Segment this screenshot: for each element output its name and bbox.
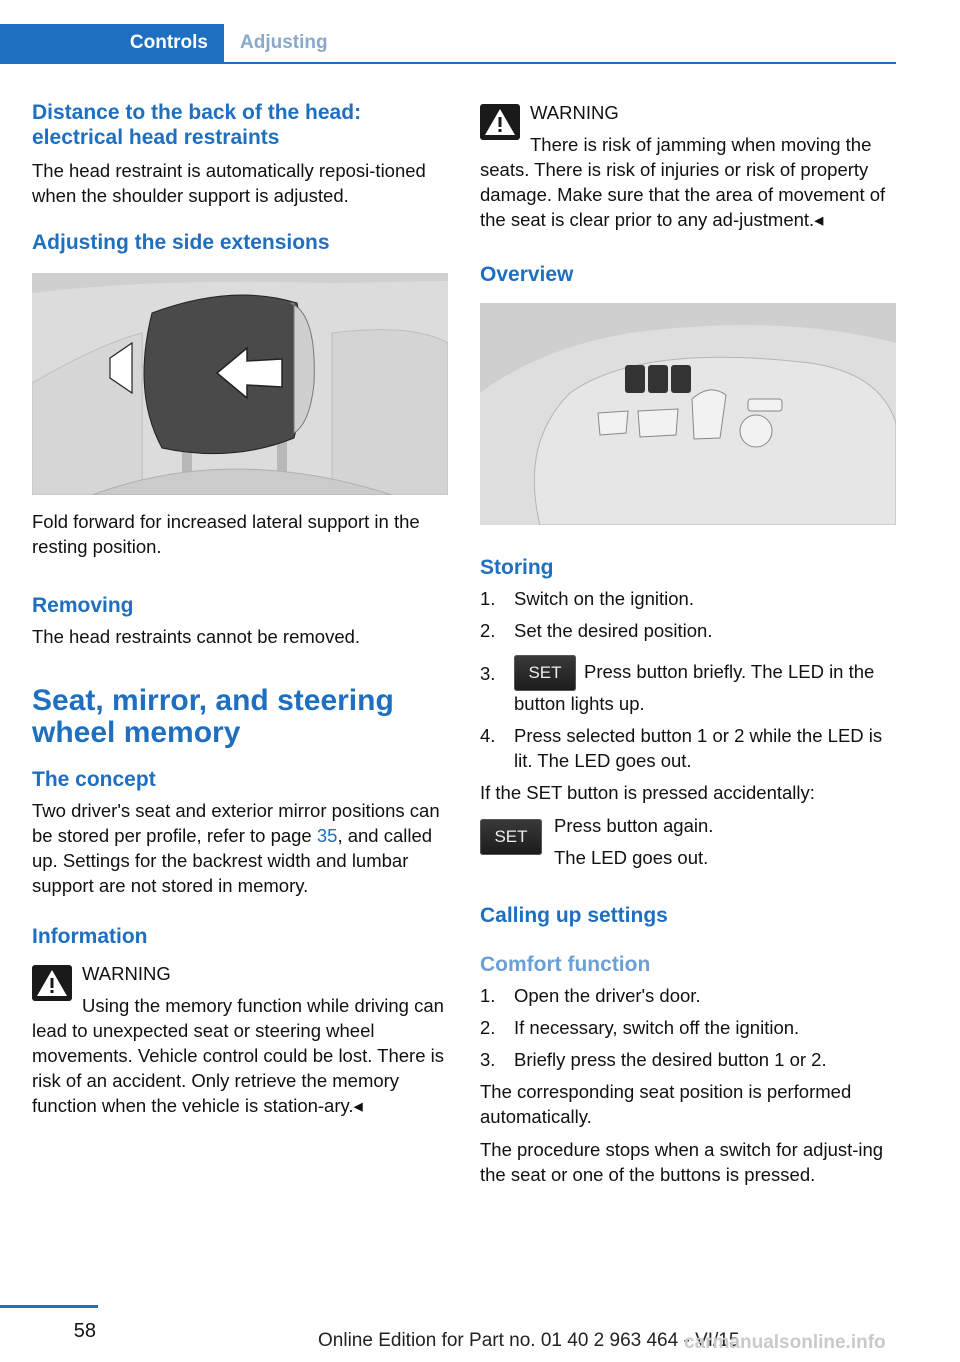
text-procedure: The procedure stops when a switch for adjust-ing the seat or one of the buttons is pressed. — [480, 1139, 884, 1185]
head-restraint-figure — [32, 273, 448, 495]
text-concept-a: Two driver's seat and exterior mirror positions can be stored per profile, refer to page — [32, 800, 440, 846]
footer-rule — [0, 1305, 98, 1308]
text-removing: The head restraints cannot be removed. — [32, 626, 361, 647]
heading-calling-up: Calling up settings — [480, 904, 668, 927]
text-concept-b: , and called up. Settings for the backrest width and lumbar support are not stored in memory. — [32, 825, 433, 896]
text-distance: The head restraint is automatically reposi-tioned when the shoulder support is adjusted. — [32, 160, 426, 206]
heading-side-extensions: Adjusting the side extensions — [32, 231, 330, 254]
warning-text: There is risk of jamming when moving the seats. There is risk of injuries or risk of property damage. Make sure that the area of movement of the seat is clear prior to any ad-justment.◂ — [480, 134, 886, 230]
warning-icon — [32, 965, 72, 1001]
page-number: 58 — [73, 1320, 96, 1342]
list-item: 2. Set the desired position. — [480, 620, 713, 641]
warning-text: Using the memory function while driving can lead to unexpected seat or steering wheel movements. Vehicle control could be lost. There is risk of an accident. Only retrieve the memory function when the vehicle is station-ary.◂ — [32, 995, 445, 1116]
warning-title: WARNING — [82, 963, 171, 984]
heading-storing: Storing — [480, 556, 554, 579]
list-item: 3. Briefly press the desired button 1 or 2. — [480, 1049, 827, 1070]
list-item: 4. Press selected button 1 or 2 while the LED is lit. The LED goes out. — [480, 725, 883, 771]
heading-overview: Overview — [480, 263, 574, 286]
heading-information: Information — [32, 925, 148, 948]
edition-text: Online Edition for Part no. 01 40 2 963 464 - VI/15 — [318, 1330, 740, 1351]
left-column — [32, 100, 448, 1118]
list-item: 1. Switch on the ignition. — [480, 588, 694, 609]
heading-distance: Distance to the back of the head: electrical head restraints — [32, 101, 362, 149]
comfort-steps — [480, 983, 896, 1072]
warning-title: WARNING — [530, 102, 619, 123]
list-item: 3. SET Press button briefly. The LED in the button lights up. — [480, 655, 896, 716]
head-restraint-illustration — [32, 273, 448, 495]
page-link-35[interactable]: 35 — [316, 825, 338, 846]
text-corresponding: The corresponding seat position is performed automatically. — [480, 1081, 852, 1127]
text-press-again: Press button again. — [554, 815, 714, 836]
text-concept — [32, 798, 448, 898]
list-item: 1. Open the driver's door. — [480, 985, 701, 1006]
accidental-instruction — [480, 813, 896, 879]
right-column — [480, 100, 896, 1187]
list-item: 2. If necessary, switch off the ignition. — [480, 1017, 800, 1038]
tab-controls[interactable]: Controls — [0, 24, 224, 62]
heading-comfort-function: Comfort function — [480, 953, 651, 976]
header-tabbar — [0, 24, 896, 64]
text-led-out: The LED goes out. — [554, 847, 709, 868]
seat-controls-illustration — [480, 303, 896, 525]
tab-adjusting[interactable]: Adjusting — [240, 32, 328, 53]
watermark: carmanualsonline.info — [684, 1332, 886, 1353]
heading-concept: The concept — [32, 768, 156, 791]
warning-jamming — [480, 100, 896, 232]
set-button[interactable]: SET — [480, 819, 542, 855]
warning-icon — [480, 104, 520, 140]
heading-memory: Seat, mirror, and steering wheel memory — [32, 684, 394, 749]
warning-memory — [32, 961, 448, 1118]
text-fold-forward: Fold forward for increased lateral support in the resting position. — [32, 511, 420, 557]
heading-removing: Removing — [32, 594, 134, 617]
storing-steps — [480, 586, 896, 773]
set-button[interactable]: SET — [514, 655, 576, 691]
seat-controls-figure — [480, 303, 896, 525]
text-accidental: If the SET button is pressed accidentally: — [480, 782, 815, 803]
